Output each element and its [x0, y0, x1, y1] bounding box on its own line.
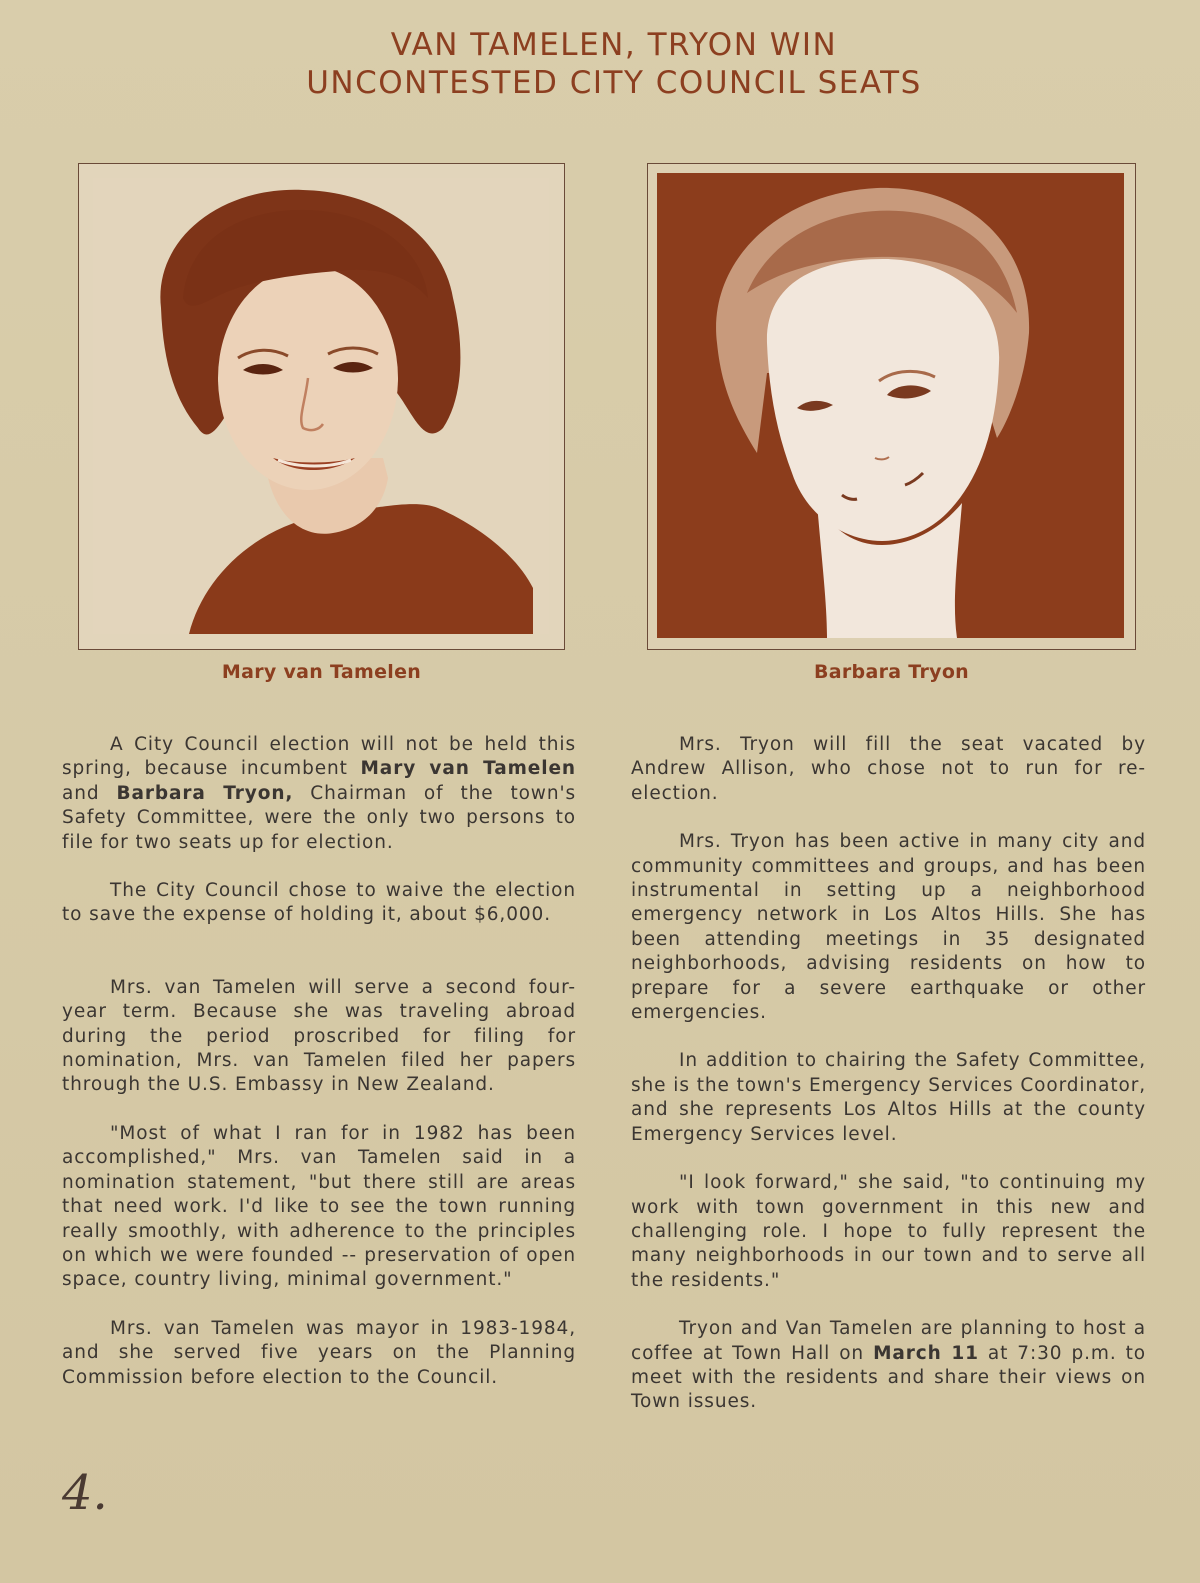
headline-line-1: VAN TAMELEN, TRYON WIN	[390, 27, 838, 63]
left-paragraph-5: Mrs. van Tamelen was mayor in 1983-1984, and she served five years on the Planning Commission before election to the Council.	[62, 1317, 576, 1388]
left-p1-name-mary: Mary van Tamelen	[360, 758, 576, 780]
left-p1-text-e: Chairman of the town's Safety Committee, were the only two persons to file for two seats up for election.	[62, 782, 576, 853]
left-p1-text-a: A City Council election will not be held this spring, because incumbent	[62, 734, 576, 780]
left-p1-text-c: and	[62, 782, 117, 804]
right-p5-date: March 11	[873, 1342, 979, 1364]
right-paragraph-5	[631, 1317, 1146, 1415]
right-paragraph-3: In addition to chairing the Safety Committee, she is the town's Emergency Services Coordinator, and she represents Los Altos Hills at the county Emergency Services level.	[631, 1050, 1146, 1145]
left-paragraph-3: Mrs. van Tamelen will serve a second four-year term. Because she was traveling abroad during the period proscribed for filing for nomination, Mrs. van Tamelen filed her papers through the U.S. Embassy in New Zealand.	[62, 976, 576, 1096]
right-column	[631, 733, 1146, 1415]
right-p5-text-c: at 7:30 p.m. to meet with the residents and share their views on Town issues.	[631, 1342, 1146, 1413]
left-column	[62, 733, 576, 1390]
left-paragraph-4: "Most of what I ran for in 1982 has been accomplished," Mrs. van Tamelen said in a nomination statement, "but there still are areas that need work. I'd like to see the town running really smoothly, with adherence to the principles on which we were founded -- preservation of open space, country living, minimal government."	[62, 1122, 576, 1291]
caption-barbara-tryon: Barbara Tryon	[813, 661, 969, 683]
right-p5-text-a: Tryon and Van Tamelen are planning to host a coffee at Town Hall on	[631, 1318, 1146, 1364]
headline-line-2: UNCONTESTED CITY COUNCIL SEATS	[306, 65, 922, 101]
portrait-frame-right	[647, 163, 1136, 650]
right-paragraph-4: "I look forward," she said, "to continuing my work with town government in this new and challenging role. I hope to fully represent the many neighborhoods in our town and to serve all the residents."	[631, 1172, 1146, 1291]
portrait-mary-van-tamelen	[93, 178, 549, 634]
left-p1-name-barbara: Barbara Tryon,	[116, 782, 294, 804]
portrait-illustration-left	[93, 178, 549, 634]
portrait-frame-left	[78, 163, 565, 650]
portrait-barbara-tryon	[657, 173, 1124, 638]
left-paragraph-1	[62, 733, 576, 855]
left-paragraph-2: The City Council chose to waive the election to save the expense of holding it, about $6,000.	[62, 880, 576, 926]
page-number: 4.	[62, 1465, 108, 1521]
caption-mary-van-tamelen: Mary van Tamelen	[221, 661, 422, 683]
right-paragraph-1: Mrs. Tryon will fill the seat vacated by Andrew Allison, who chose not to run for re-election.	[631, 734, 1146, 804]
headline	[0, 26, 1200, 102]
right-paragraph-2: Mrs. Tryon has been active in many city and community committees and groups, and has been instrumental in setting up a neighborhood emergency network in Los Altos Hills. She has been attending meetings in 35 designated neighborhoods, advising residents on how to prepare for a severe earthquake or other emergencies.	[631, 831, 1146, 1024]
portrait-illustration-right	[657, 173, 1124, 638]
